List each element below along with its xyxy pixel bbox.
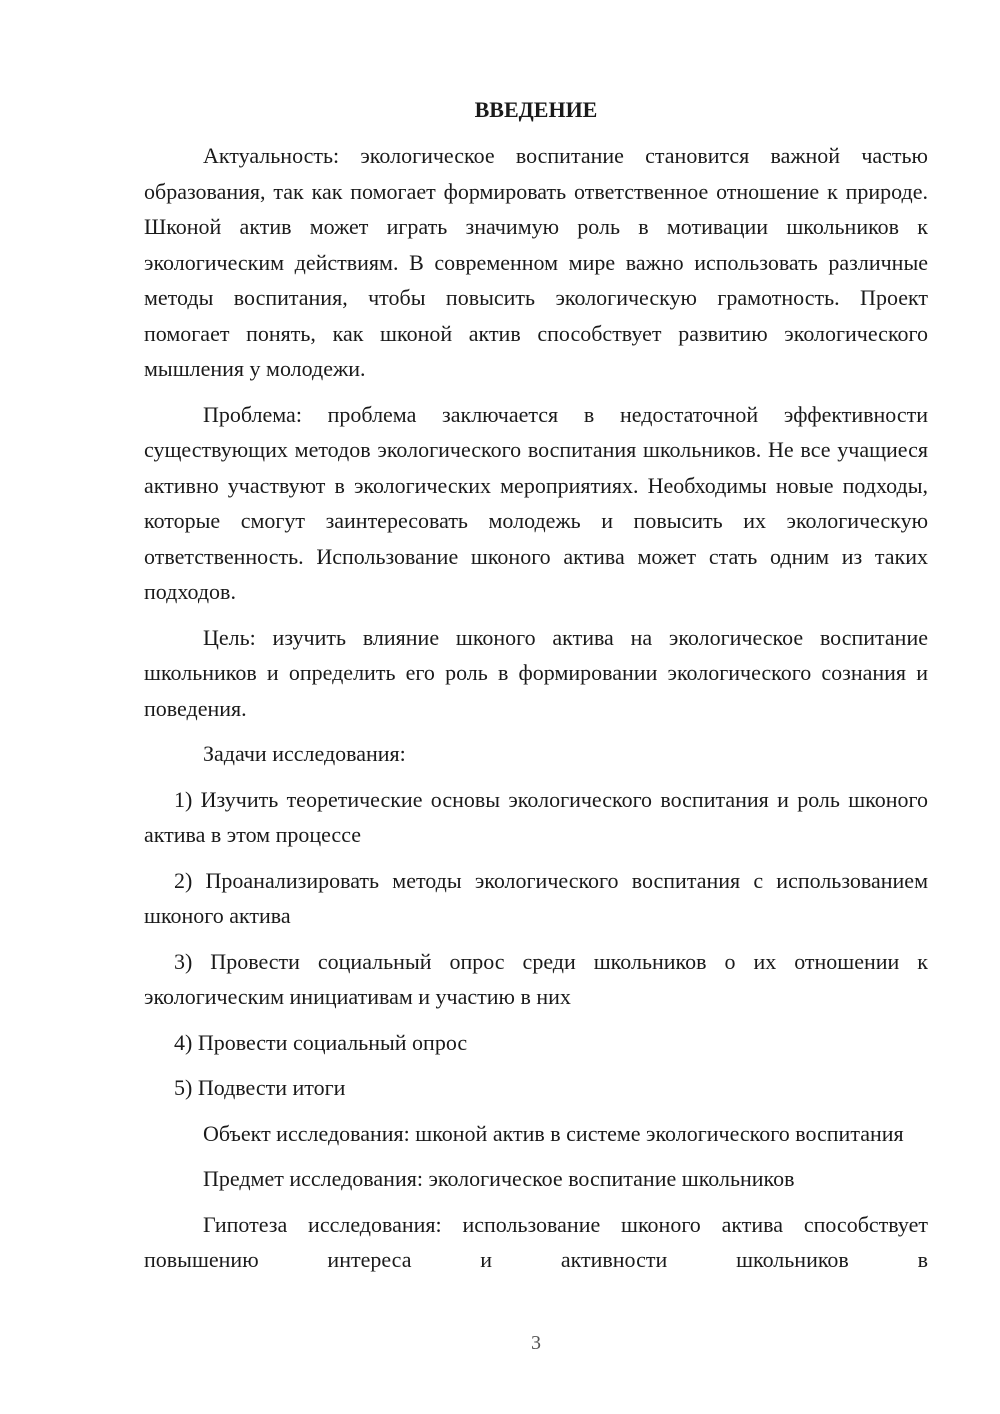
page-number: 3: [531, 1332, 541, 1354]
section-title: ВВЕДЕНИЕ: [474, 97, 598, 122]
task-item: 4) Провести социальный опрос: [174, 1029, 468, 1055]
task-item: 3) Провести социальный опрос среди школьников о их отношении к экологическим инициативам и участию в них: [144, 948, 928, 1009]
subject-paragraph: Предмет исследования: экологическое воспитание школьников: [203, 1166, 795, 1191]
document-page: [144, 92, 928, 1278]
relevance-paragraph: Актуальность: экологическое воспитание становится важной частью образования, так как помогает формировать ответственное отношение к природе. Шконой актив может играть значимую роль в мотивации школьников к экологическим действиям. В современном мире важно использовать различные методы воспитания, чтобы повысить экологическую грамотность. Проект помогает понять, как шконой актив способствует развитию экологического мышления у молодежи.: [144, 143, 928, 381]
task-item: 2) Проанализировать методы экологического воспитания с использованием шконого актива: [144, 867, 928, 928]
task-item: 1) Изучить теоретические основы экологического воспитания и роль шконого актива в этом процессе: [144, 786, 928, 847]
hypothesis-paragraph: Гипотеза исследования: использование шконого актива способствует повышению интереса и активности школьников в: [144, 1211, 928, 1272]
object-paragraph: Объект исследования: шконой актив в системе экологического воспитания: [203, 1120, 904, 1146]
goal-paragraph: Цель: изучить влияние шконого актива на экологическое воспитание школьников и определить его роль в формировании экологического сознания и поведения.: [144, 624, 928, 721]
problem-paragraph: Проблема: проблема заключается в недостаточной эффективности существующих методов экологического воспитания школьников. Не все учащиеся активно участвуют в экологических мероприятиях. Необходимы новые подходы, которые смогут заинтересовать молодежь и повысить их экологическую ответственность. Использование шконого актива может стать одним из таких подходов.: [144, 401, 928, 604]
task-item: 5) Подвести итоги: [174, 1075, 346, 1100]
tasks-heading: Задачи исследования:: [203, 741, 406, 766]
